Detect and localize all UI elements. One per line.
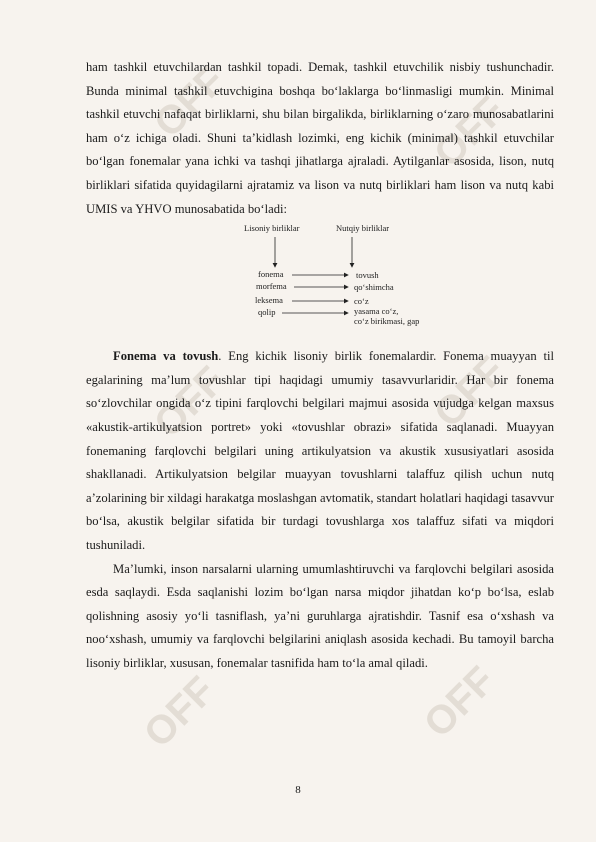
watermark: OFF bbox=[145, 358, 234, 446]
diagram-right-header: Nutqiy birliklar bbox=[336, 223, 390, 234]
diagram-left-item: morfema bbox=[256, 281, 287, 292]
watermark: OFF bbox=[425, 348, 514, 436]
watermark: OFF bbox=[135, 668, 224, 756]
page-number: 8 bbox=[295, 784, 301, 796]
diagram-left-item: qolip bbox=[258, 307, 276, 318]
units-diagram bbox=[86, 223, 554, 333]
diagram-right-item: qo‘shimcha bbox=[354, 282, 394, 293]
paragraph-fonema bbox=[86, 345, 554, 557]
diagram-right-item: yasama co‘z, bbox=[354, 306, 399, 317]
paragraph-fonema-text: . Eng kichik lisoniy birlik fonemalardir. Fonema muayyan til egalarining ma’lum tovushlar tipi haqidagi umumiy tasavvurlaridir. Har bir fonema so‘zlovchilar ongida o‘z tipini farqlovchi belgilari majmui asosida vujudga kelgan maxsus «akustik-artikulyatsion portret» yoki «tovushlar obrazi» sifatida saqlanadi. Muayyan fonemaning farqlovchi belgilari uning artikulyatsion va akustik xususiyatlari asosida shakllanadi. Artikulyatsion belgilar muayyan tovushlarni talaffuz qilish uchun nutq a’zolarining bir xildagi harakatga moslashgan avtomatik, standart holatlari haqidagi tasavvur bo‘lsa, akustik belgilar sifatida bir turdagi tovushlarga xos talaffuz sifati va miqdori tushuniladi. bbox=[86, 349, 554, 552]
paragraph-classification: Ma’lumki, inson narsalarni ularning umumlashtiruvchi va farqlovchi belgilari asosida esda saqlaydi. Esda saqlanishi lozim bo‘lgan narsa miqdor jihatdan ko‘p bo‘lsa, eslab qolishning asosiy yo‘li tasniflash, ya’ni guruhlarga ajratishdir. Tasnif esa o‘xshash va noo‘xshash, umumiy va farqlovchi belgilarini aniqlash asosida kechadi. Bu tamoyil barcha lisoniy birliklar, xususan, fonemalar tasnifida ham to‘la amal qiladi. bbox=[86, 561, 554, 670]
units-diagram-svg bbox=[86, 223, 554, 333]
diagram-left-item: leksema bbox=[255, 295, 283, 306]
section-heading: Fonema va tovush bbox=[113, 349, 219, 364]
watermark: OFF bbox=[145, 58, 234, 146]
diagram-right-item: co‘z birikmasi, gap bbox=[354, 316, 420, 327]
page-content bbox=[86, 56, 554, 675]
diagram-left-item: fonema bbox=[258, 269, 284, 280]
diagram-left-header: Lisoniy birliklar bbox=[244, 223, 300, 234]
paragraph-intro: ham tashkil etuvchilardan tashkil topadi. Demak, tashkil etuvchilik nisbiy tushunchadir. Bunda minimal tashkil etuvchigina boshqa bo‘laklarga bo‘linmasligi mumkin. Minimal tashkil etuvchi nafaqat birliklarni, shu bilan birgalikda, birliklarning o‘zaro munosabatlarini ham o‘z ichiga oladi. Shuni ta’kidlash lozimki, eng kichik (minimal) tashkil etuvchilar bo‘lgan fonemalar yana ichki va tashqi jihatlarga ajraladi. Aytilganlar asosida, lison, nutq birliklari sifatida quyidagilarni ajratamiz va lison va nutq birliklari ham lison va nutq kabi UMIS va YHVO munosabatida bo‘ladi: bbox=[86, 60, 554, 216]
watermark: OFF bbox=[415, 658, 504, 746]
diagram-right-item: co‘z bbox=[354, 296, 369, 307]
diagram-right-item: tovush bbox=[356, 270, 379, 281]
watermark: OFF bbox=[425, 88, 514, 176]
